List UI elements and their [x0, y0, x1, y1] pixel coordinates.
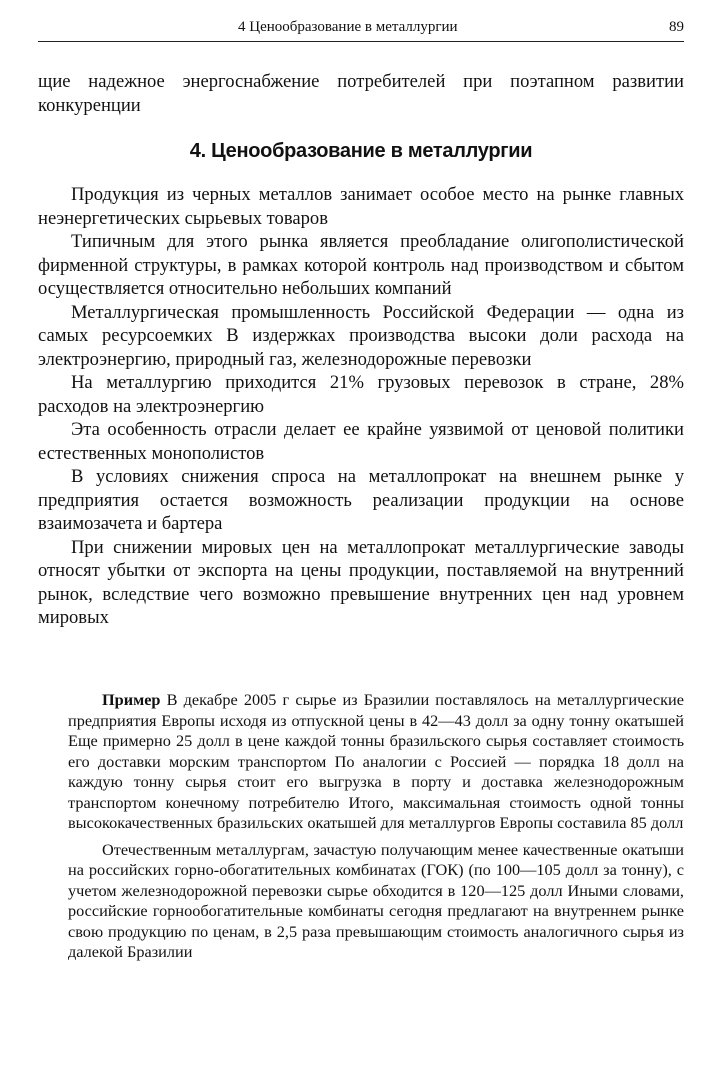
- example-paragraph-2: Отечественным металлургам, зачастую получающим менее качественные окатыши на российских горно-обогатительных комбинатах (ГОК) (по 100—105 долл за тонну), с учетом железнодорожной перевозки сырье обходится в 120—125 долл Иными словами, российские горнообогатительные комбинаты сегодня предлагают на внутреннем рынке свою продукцию по ценам, в 2,5 раза превышающим стоимость аналогичного сырья из далекой Бразилии: [68, 839, 684, 961]
- paragraph: Металлургическая промышленность Российской Федерации — одна из самых ресурсоемких В издержках производства высоки доли расхода на электроэнергию, природный газ, железнодорожные перевозки: [38, 301, 684, 370]
- example-block: [68, 690, 684, 963]
- paragraph: В условиях снижения спроса на металлопрокат на внешнем рынке у предприятия остается возможность реализации продукции на основе взаимозачета и бартера: [38, 466, 684, 534]
- running-header-title: 4 Ценообразование в металлургии: [238, 19, 458, 35]
- body-text: [38, 183, 684, 630]
- paragraph: При снижении мировых цен на металлопрокат металлургические заводы относят убытки от экспорта на цены продукции, поставляемой на внутренний рынок, вследствие чего возможно превышение внутренних цен над уровнем мировых: [38, 536, 684, 628]
- paragraph: Продукция из черных металлов занимает особое место на рынке главных неэнергетических сырьевых товаров: [38, 184, 684, 229]
- paragraph: Типичным для этого рынка является преобладание олигополистической фирменной структуры, в рамках которой контроль над производством и сбытом осуществляется относительно небольших компаний: [38, 231, 684, 299]
- example-label: Пример: [102, 690, 161, 709]
- section-title: 4. Ценообразование в металлургии: [189, 140, 533, 162]
- example-paragraph: [68, 690, 684, 834]
- paragraph: Эта особенность отрасли делает ее крайне уязвимой от ценовой политики естественных монополистов: [38, 419, 684, 464]
- paragraph: На металлургию приходится 21% грузовых перевозок в стране, 28% расходов на электроэнергию: [38, 372, 684, 417]
- example-text: В декабре 2005 г сырье из Бразилии поставлялось на металлургические предприятия Европы исходя из отпускной цены в 42—43 долл за одну тонну окатышей Еще примерно 25 долл в цене каждой тонны бразильского сырья составляет стоимость его доставки морским транспортом По аналогии с Россией — порядка 18 долл на каждую тонну сырья стоит его выгрузка в порту и доставка железнодорожным транспортом конечному потребителю Итого, максимальная стоимость одной тонны высококачественных бразильских окатышей для металлургов Европы составила 85 долл: [68, 690, 684, 832]
- page-number: 89: [669, 19, 684, 35]
- running-header: [38, 17, 684, 42]
- continuation-paragraph: щие надежное энергоснабжение потребителей при поэтапном развитии конкуренции: [38, 71, 684, 116]
